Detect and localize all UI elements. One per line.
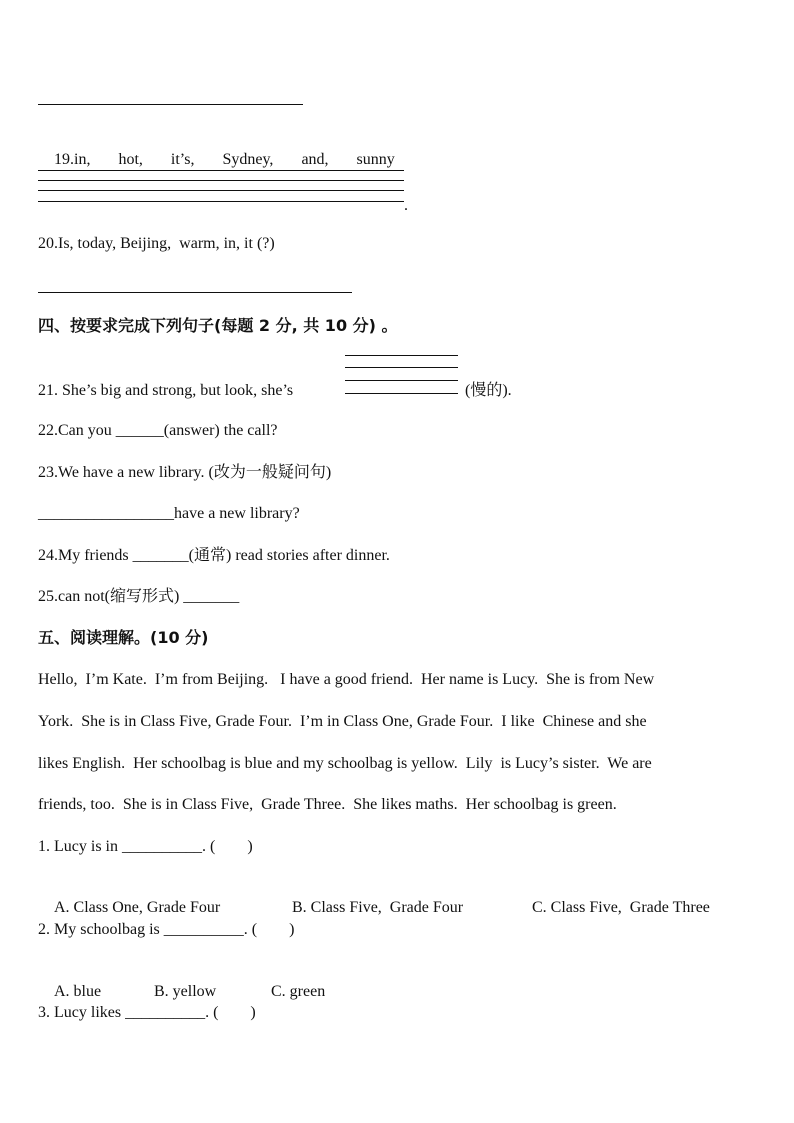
- answer-line[interactable]: [38, 292, 352, 293]
- answer-line[interactable]: [38, 201, 404, 202]
- passage-line: friends, too. She is in Class Five, Grade Three. She likes maths. Her schoolbag is green.: [38, 796, 617, 813]
- q19-prefix: 19.: [54, 151, 74, 168]
- question-24: 24.My friends _______(通常) read stories after dinner.: [38, 547, 390, 564]
- answer-line[interactable]: [38, 104, 303, 105]
- reading-question-3: 3. Lucy likes __________. ( ): [38, 1004, 256, 1021]
- q19-word: hot,: [118, 151, 143, 168]
- question-25: 25.can not(缩写形式) _______: [38, 588, 240, 605]
- q19-word: Sydney,: [222, 151, 274, 168]
- passage-line: likes English. Her schoolbag is blue and my schoolbag is yellow. Lily is Lucy’s sister. We are: [38, 755, 652, 772]
- option-a[interactable]: A. Class One, Grade Four: [54, 899, 221, 916]
- q19-word: sunny: [356, 151, 395, 168]
- question-22: 22.Can you ______(answer) the call?: [38, 422, 278, 439]
- answer-line[interactable]: [345, 355, 458, 356]
- reading-question-2: 2. My schoolbag is __________. ( ): [38, 921, 295, 938]
- question-23-answer: _________________have a new library?: [38, 505, 300, 522]
- option-c[interactable]: C. Class Five, Grade Three: [532, 899, 710, 916]
- section-5-title: 五、阅读理解。(10 分): [38, 628, 209, 647]
- option-b[interactable]: B. Class Five, Grade Four: [292, 899, 464, 916]
- q19-word: it’s,: [170, 151, 195, 168]
- passage-line: Hello, I’m Kate. I’m from Beijing. I have a good friend. Her name is Lucy. She is from New: [38, 671, 655, 688]
- answer-line[interactable]: [38, 170, 404, 171]
- reading-question-1: 1. Lucy is in __________. ( ): [38, 838, 253, 855]
- option-c[interactable]: C. green: [271, 983, 326, 1000]
- answer-line[interactable]: [345, 380, 458, 381]
- question-23: 23.We have a new library. (改为一般疑问句): [38, 464, 332, 481]
- question-21: 21. She’s big and strong, but look, she’s: [38, 382, 294, 399]
- answer-line[interactable]: [38, 180, 404, 181]
- answer-line[interactable]: [345, 393, 458, 394]
- option-a[interactable]: A. blue: [54, 983, 102, 1000]
- option-b[interactable]: B. yellow: [154, 983, 217, 1000]
- q19-period: .: [404, 197, 408, 214]
- answer-line[interactable]: [345, 367, 458, 368]
- question-20: 20.Is, today, Beijing, warm, in, it (?): [38, 235, 275, 252]
- passage-line: York. She is in Class Five, Grade Four. I’m in Class One, Grade Four. I like Chinese and she: [38, 713, 647, 730]
- question-19: [38, 130, 395, 190]
- q19-word: and,: [301, 151, 329, 168]
- answer-line[interactable]: [38, 190, 404, 191]
- section-4-title: 四、按要求完成下列句子(每题 2 分, 共 10 分) 。: [38, 316, 398, 335]
- question-21-hint: (慢的).: [465, 382, 512, 399]
- q19-word: in,: [74, 151, 91, 168]
